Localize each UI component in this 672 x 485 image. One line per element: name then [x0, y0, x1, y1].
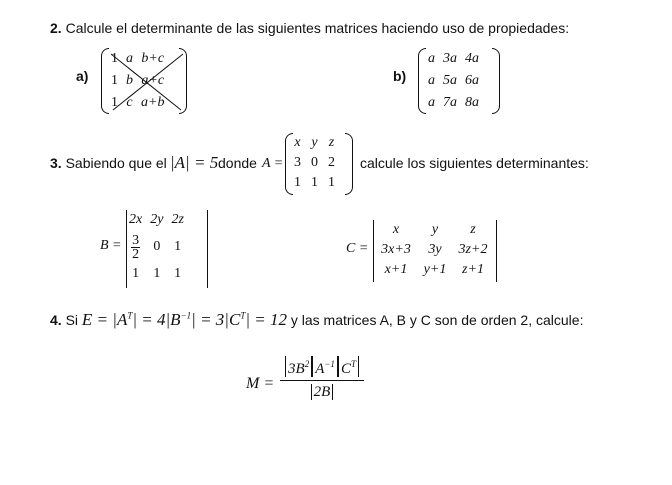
- E-eq-part1: E = |A: [81, 310, 128, 329]
- matrix-a-cell: 1: [111, 95, 118, 110]
- matrix-b-cell: 3a: [443, 51, 457, 66]
- transpose-sup: T: [240, 310, 246, 321]
- matrix-C-cell: 3x+3: [381, 242, 411, 257]
- square-sup: 2: [304, 359, 310, 369]
- matrix-B-cell: 1: [174, 239, 182, 254]
- matrix-a-cell: a+c: [141, 73, 165, 88]
- fraction-denominator: 2: [132, 246, 140, 262]
- inverse-sup: −1: [324, 359, 335, 369]
- matrix-C-cell: z: [470, 222, 476, 237]
- matrix-A-cell: 1: [328, 175, 335, 190]
- matrix-b-cell: a: [428, 51, 435, 66]
- matrix-C-cell: y: [431, 222, 439, 237]
- problem-2-number: 2.: [50, 20, 62, 36]
- problem-3-heading: [50, 155, 167, 171]
- label-B: B =: [100, 238, 122, 253]
- matrix-b-cell: a: [428, 95, 435, 110]
- matrix-a: [101, 48, 187, 114]
- problem-2-heading: [50, 20, 569, 36]
- matrix-A-cell: 2: [328, 155, 335, 170]
- matrix-A-cell: z: [328, 135, 335, 150]
- matrix-b: [418, 48, 500, 114]
- problem-4-number: 4.: [50, 312, 62, 328]
- matrix-a-cell: a+b: [141, 95, 165, 110]
- matrix-C-cell: x+1: [384, 262, 408, 277]
- problem-3-text3: calcule los siguientes determinantes:: [360, 155, 589, 171]
- matrix-A-cell: 0: [311, 155, 318, 170]
- matrix-B-cell: 1: [132, 266, 140, 281]
- matrix-a-cell: 1: [111, 51, 118, 66]
- M-numerator: $3B^2$ $A^{-1}$ $C^T$: [280, 356, 364, 381]
- E-eq-part4: | = 12: [245, 310, 287, 329]
- label-C: C =: [346, 241, 369, 256]
- matrix-b-cell: a: [428, 73, 435, 88]
- matrix-B: [126, 210, 208, 288]
- E-equation: [82, 310, 287, 329]
- matrix-b-cell: 5a: [443, 73, 457, 88]
- cross-out-lines: [101, 48, 187, 114]
- matrix-b-cell: 8a: [465, 95, 479, 110]
- matrix-C-cell: 3y: [428, 242, 442, 257]
- problem-3-text2: donde: [218, 155, 257, 171]
- matrix-A: [285, 133, 353, 195]
- num-3B: 3B: [288, 361, 305, 377]
- det-a-equals: |A| = 5: [170, 153, 219, 172]
- matrix-B-cell: 0: [153, 239, 161, 254]
- inverse-sup: −1: [180, 310, 192, 321]
- transpose-sup: T: [127, 310, 133, 321]
- problem-2-text: Calcule el determinante de las siguientes matrices haciendo uso de propiedades:: [65, 20, 570, 36]
- matrix-a-cell: 1: [111, 73, 118, 88]
- matrix-C-cell: y+1: [423, 262, 447, 277]
- matrix-A-cell: 1: [294, 175, 301, 190]
- matrix-A-cell: x: [294, 135, 301, 150]
- matrix-C-cell: z+1: [462, 262, 484, 277]
- matrix-A-cell: 1: [311, 175, 318, 190]
- matrix-b-cell: 6a: [465, 73, 479, 88]
- label-A: A =: [262, 156, 284, 171]
- fraction-numerator: 3: [132, 232, 140, 248]
- problem-3-text1: Sabiendo que el: [65, 155, 167, 171]
- matrix-A-cell: 3: [294, 155, 301, 170]
- matrix-C-cell: x: [392, 222, 400, 237]
- matrix-b-cell: 7a: [443, 95, 457, 110]
- matrix-C-cell: 3z+2: [458, 242, 488, 257]
- problem-3-number: 3.: [50, 155, 62, 171]
- matrix-B-cell: 1: [153, 266, 161, 281]
- problem-4-line: [50, 310, 583, 330]
- matrix-C: [373, 220, 497, 282]
- transpose-sup: T: [350, 359, 356, 369]
- matrix-B-cell: 2y: [150, 212, 164, 227]
- matrix-A-cell: y: [311, 135, 318, 150]
- problem-4-text: y las matrices A, B y C son de orden 2, calcule:: [290, 312, 584, 328]
- matrix-a-cell: b: [126, 73, 133, 88]
- matrix-B-cell: 1: [174, 266, 182, 281]
- E-eq-part3: | = 3|C: [191, 310, 241, 329]
- matrix-B-fraction-cell: [126, 230, 145, 264]
- matrix-a-cell: c: [126, 95, 133, 110]
- label-a: a): [76, 68, 89, 84]
- den-2B: 2B: [311, 384, 334, 400]
- label-b: b): [393, 68, 407, 84]
- M-denominator: [280, 381, 364, 401]
- matrix-a-cell: b+c: [141, 51, 165, 66]
- matrix-b-cell: 4a: [465, 51, 479, 66]
- matrix-B-cell: 2x: [129, 212, 143, 227]
- M-fraction: [280, 356, 364, 401]
- label-M: M =: [246, 375, 275, 392]
- matrix-B-cell: 2z: [171, 212, 184, 227]
- E-eq-part2: | = 4|B: [132, 310, 181, 329]
- matrix-a-cell: a: [126, 51, 133, 66]
- problem-4-si: Si: [65, 312, 79, 328]
